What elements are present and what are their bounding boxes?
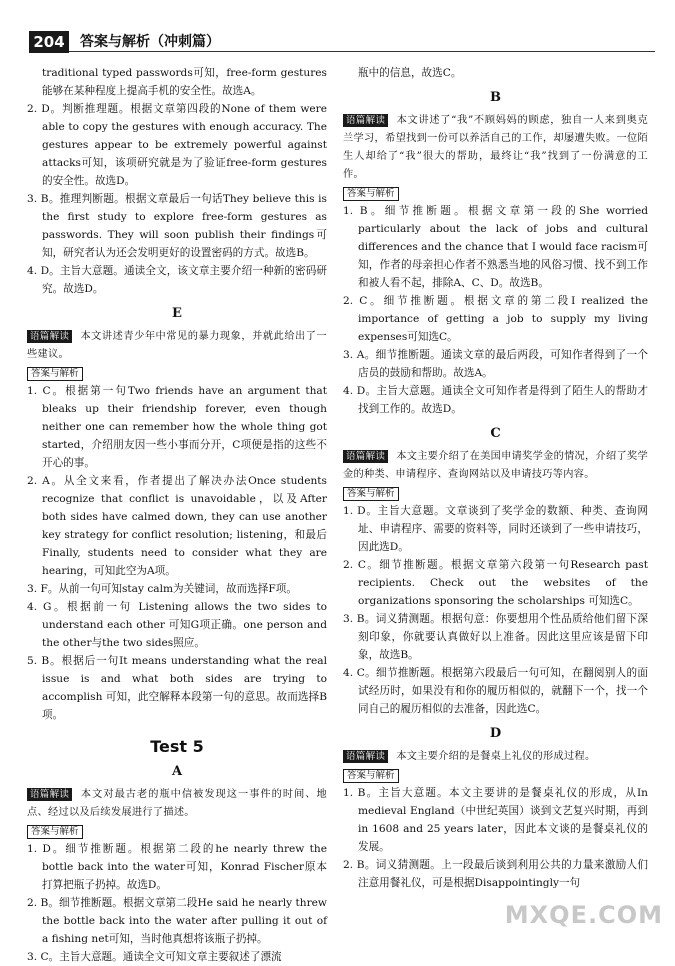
answer-tag: 答案与解析 [343,487,399,501]
summary-paragraph [27,328,327,364]
page-number: 204 [29,31,69,53]
answer-item: 2. C。细节推断题。根据文章第六段第一句Research past recipients. Check out the websites of the organizations sponsoring the scholarships 可知选C。 [343,559,648,607]
answer-item: 3. B。推理判断题。根据文章最后一句话They believe this is the first study to explore free-form gestures as passwords. They will soon publish their findings可知，研究者认为还会发明更好的设置密码的方式。故选B。 [27,193,327,259]
right-column [343,64,648,892]
answer-item: 4. G。根据前一句 Listening allows the two sides to understand each other 可知G项正确。one person and the other与the two sides照应。 [27,601,327,649]
answer-item: 2. A。从全文来看，作者提出了解决办法Once students recognize that conflict is unavoidable，以及After both sides have calmed down, they can use another key strategy for conflict resolution; listening，和最后Finally, students need to consider what they are hearing，可知此空为A项。 [27,475,327,577]
answer-item: 3. B。词义猜测题。根据句意：你要想用个性品质给他们留下深刻印象，你就要认真做好以上准备。因此这里应该是留下印象，故选B。 [343,613,648,661]
summary-text: 本文主要介绍的是餐桌上礼仪的形成过程。 [396,751,596,762]
section-letter-e: E [172,306,182,321]
answer-item: 2. D。判断推理题。根据文章第四段的None of them were able to copy the gestures with enough accuracy. The gestures appear to be extremely powerful against attacks可知，该项研究就是为了验证free-form gestures的安全性。故选D。 [27,103,327,187]
summary-text: 本文对最古老的瓶中信被发现这一事件的时间、地点、经过以及后续发展进行了描述。 [27,789,327,818]
left-column [27,64,327,966]
summary-paragraph [343,748,648,766]
summary-paragraph [343,112,648,184]
answer-item: 1. C。根据第一句Two friends have an argument that bleaks up their friendship forever, even though neither one can remember how the whole thing got started，介绍朋友因一些小事而分开，C项便是指的这些不开心的事。 [27,385,327,469]
answer-item: 4. D。主旨大意题。通读全文，该文章主要介绍一种新的密码研究。故选D。 [27,265,327,295]
answer-item: 1. D。细节推断题。根据第二段的he nearly threw the bottle back into the water可知，Konrad Fischer原本打算把瓶子扔掉。故选D。 [27,843,327,891]
answer-item: 2. B。细节推断题。根据文章第二段He said he nearly threw the bottle back into the water after pulling it out of a fishing net可知，当时他真想将该瓶子扔掉。 [27,897,327,945]
answer-item: 1. B。主旨大意题。本文主要讲的是餐桌礼仪的形成，从In medieval England（中世纪英国）谈到文艺复兴时期，再到in 1608 and 25 years later，因此本文谈的是餐桌礼仪的发展。 [343,787,648,853]
answer-item: 2. B。词义猜测题。上一段最后谈到利用公共的力量来激励人们注意用餐礼仪，可是根据Disappointingly一句 [343,859,648,889]
continued-text: 瓶中的信息，故选C。 [358,67,462,79]
watermark: MXQE.COM [504,901,663,929]
answer-item: 5. B。根据后一句It means understanding what the real issue is and what both sides are trying to accomplish 可知，此空解释本段第一句的意思。故而选择B项。 [27,655,327,721]
answer-tag: 答案与解析 [343,769,399,783]
summary-tag: 语篇解读 [27,330,72,343]
summary-tag: 语篇解读 [343,750,388,763]
header-title: 答案与解析（冲刺篇） [80,34,220,50]
answer-item: 3. C。主旨大意题。通读全文可知文章主要叙述了漂流 [27,951,282,963]
answer-item: 3. F。从前一句可知stay calm为关键词，故而选择F项。 [27,583,297,595]
summary-text: 本文讲述了“我”不顾妈妈的顾虑，独自一人来到奥克兰学习，希望找到一份可以养活自己的工作，却屡遭失败。一位陌生人却给了“我”很大的帮助，最终让“我”找到了一份满意的工作。 [343,115,648,180]
header-rule [69,51,655,52]
answer-tag: 答案与解析 [27,825,83,839]
summary-tag: 语篇解读 [343,114,388,127]
answer-item: 1. B。细节推断题。根据文章第一段的She worried particularly about the lack of jobs and cultural differences and the chance that I would face racism可知，作者的母亲担心作者不熟悉当地的风俗习惯、找不到工作和被人看不起，排除A、C、D。故选B。 [343,205,648,289]
summary-paragraph [343,448,648,484]
answer-item: 3. A。细节推断题。通读文章的最后两段，可知作者得到了一个店员的鼓励和帮助。故选A。 [343,349,648,379]
answer-item: 2. C。细节推断题。根据文章的第二段I realized the importance of getting a job to supply my living expenses可知选C。 [343,295,648,343]
answer-item: 1. D。主旨大意题。文章谈到了奖学金的数额、种类、查询网址、申请程序、需要的资料等，同时还谈到了一些申请技巧，因此选D。 [343,505,648,553]
summary-tag: 语篇解读 [27,788,72,801]
page-header [0,0,675,54]
test-title: Test 5 [150,737,204,756]
section-letter-c: C [490,426,501,441]
answer-tag: 答案与解析 [27,367,83,381]
continued-text: traditional typed passwords可知，free-form gestures能够在某种程度上提高手机的安全性。故选A。 [42,67,327,97]
section-letter-d: D [489,726,502,741]
answer-tag: 答案与解析 [343,187,399,201]
answer-item: 4. D。主旨大意题。通读全文可知作者是得到了陌生人的帮助才找到工作的。故选D。 [343,385,648,415]
summary-text: 本文讲述青少年中常见的暴力现象，并就此给出了一些建议。 [27,331,327,360]
summary-paragraph [27,786,327,822]
section-letter-b: B [490,90,501,105]
summary-tag: 语篇解读 [343,450,388,463]
section-letter-a: A [171,764,183,779]
summary-text: 本文主要介绍了在美国申请奖学金的情况，介绍了奖学金的种类、申请程序、查询网站以及申请技巧等内容。 [343,451,648,480]
answer-item: 4. C。细节推断题。根据第六段最后一句可知，在翻阅别人的面试经历时，如果没有和你的履历相似的，就翻下一个，找一个同自己的履历相似的去准备，因此选C。 [343,667,648,715]
